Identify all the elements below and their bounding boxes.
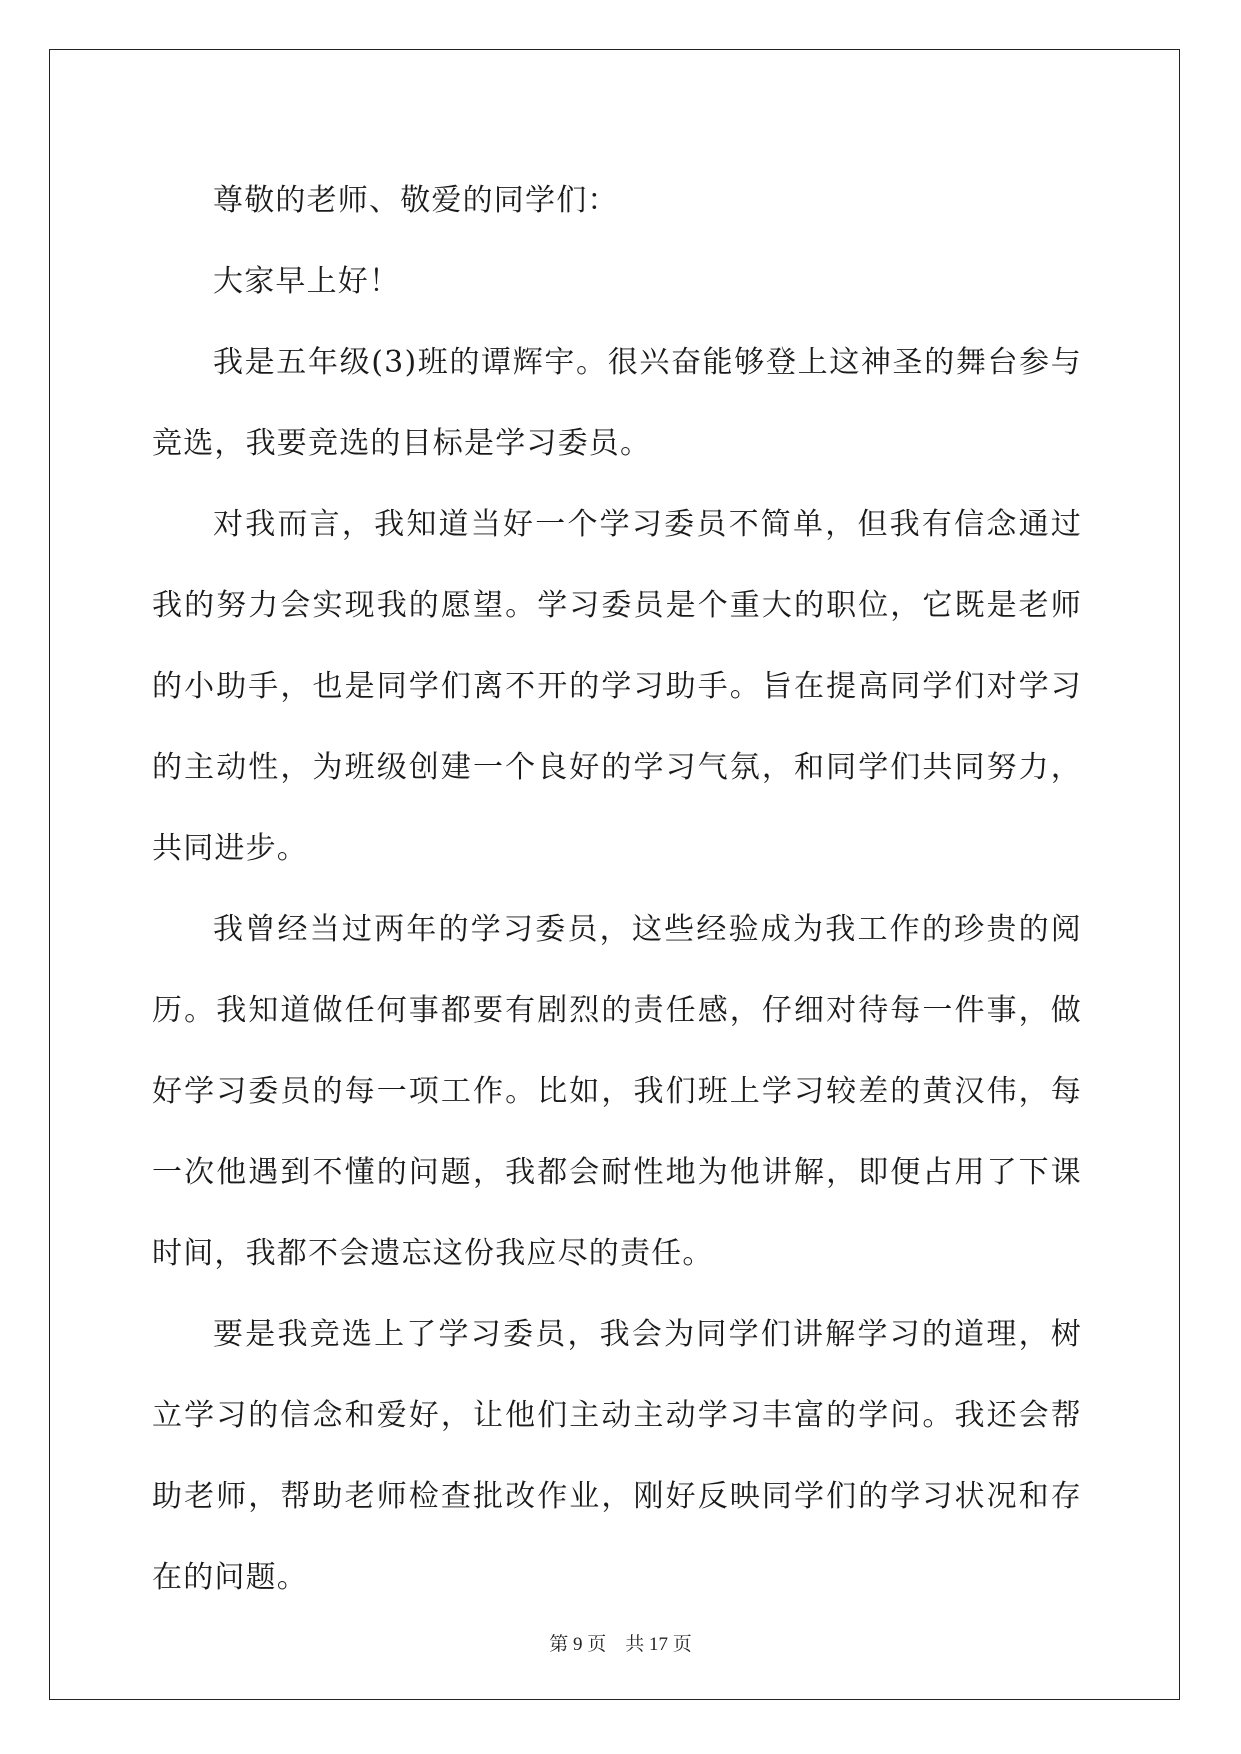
paragraph-plans: 要是我竞选上了学习委员，我会为同学们讲解学习的道理，树立学习的信念和爱好，让他们主动主动学习丰富的学问。我还会帮助老师，帮助老师检查批改作业，刚好反映同学们的学习状况和存在的问题。	[152, 1317, 1082, 1595]
paragraph-understanding: 对我而言，我知道当好一个学习委员不简单，但我有信念通过我的努力会实现我的愿望。学习委员是个重大的职位，它既是老师的小助手，也是同学们离不开的学习助手。旨在提高同学们对学习的主动性，为班级创建一个良好的学习气氛，和同学们共同努力，共同进步。	[152, 507, 1082, 866]
paragraph-introduction: 我是五年级(3)班的谭辉宇。很兴奋能够登上这神圣的舞台参与竞选，我要竞选的目标是学习委员。	[152, 345, 1082, 461]
paragraph-experience: 我曾经当过两年的学习委员，这些经验成为我工作的珍贵的阅历。我知道做任何事都要有剧烈的责任感，仔细对待每一件事，做好学习委员的每一项工作。比如，我们班上学习较差的黄汉伟，每一次他遇到不懂的问题，我都会耐性地为他讲解，即便占用了下课时间，我都不会遗忘这份我应尽的责任。	[152, 912, 1082, 1271]
paragraph-greeting: 大家早上好！	[213, 264, 401, 299]
page-number-footer: 第 9 页 共 17 页	[549, 1634, 692, 1655]
paragraph-salutation: 尊敬的老师、敬爱的同学们：	[213, 183, 619, 218]
document-body	[152, 160, 1082, 1618]
